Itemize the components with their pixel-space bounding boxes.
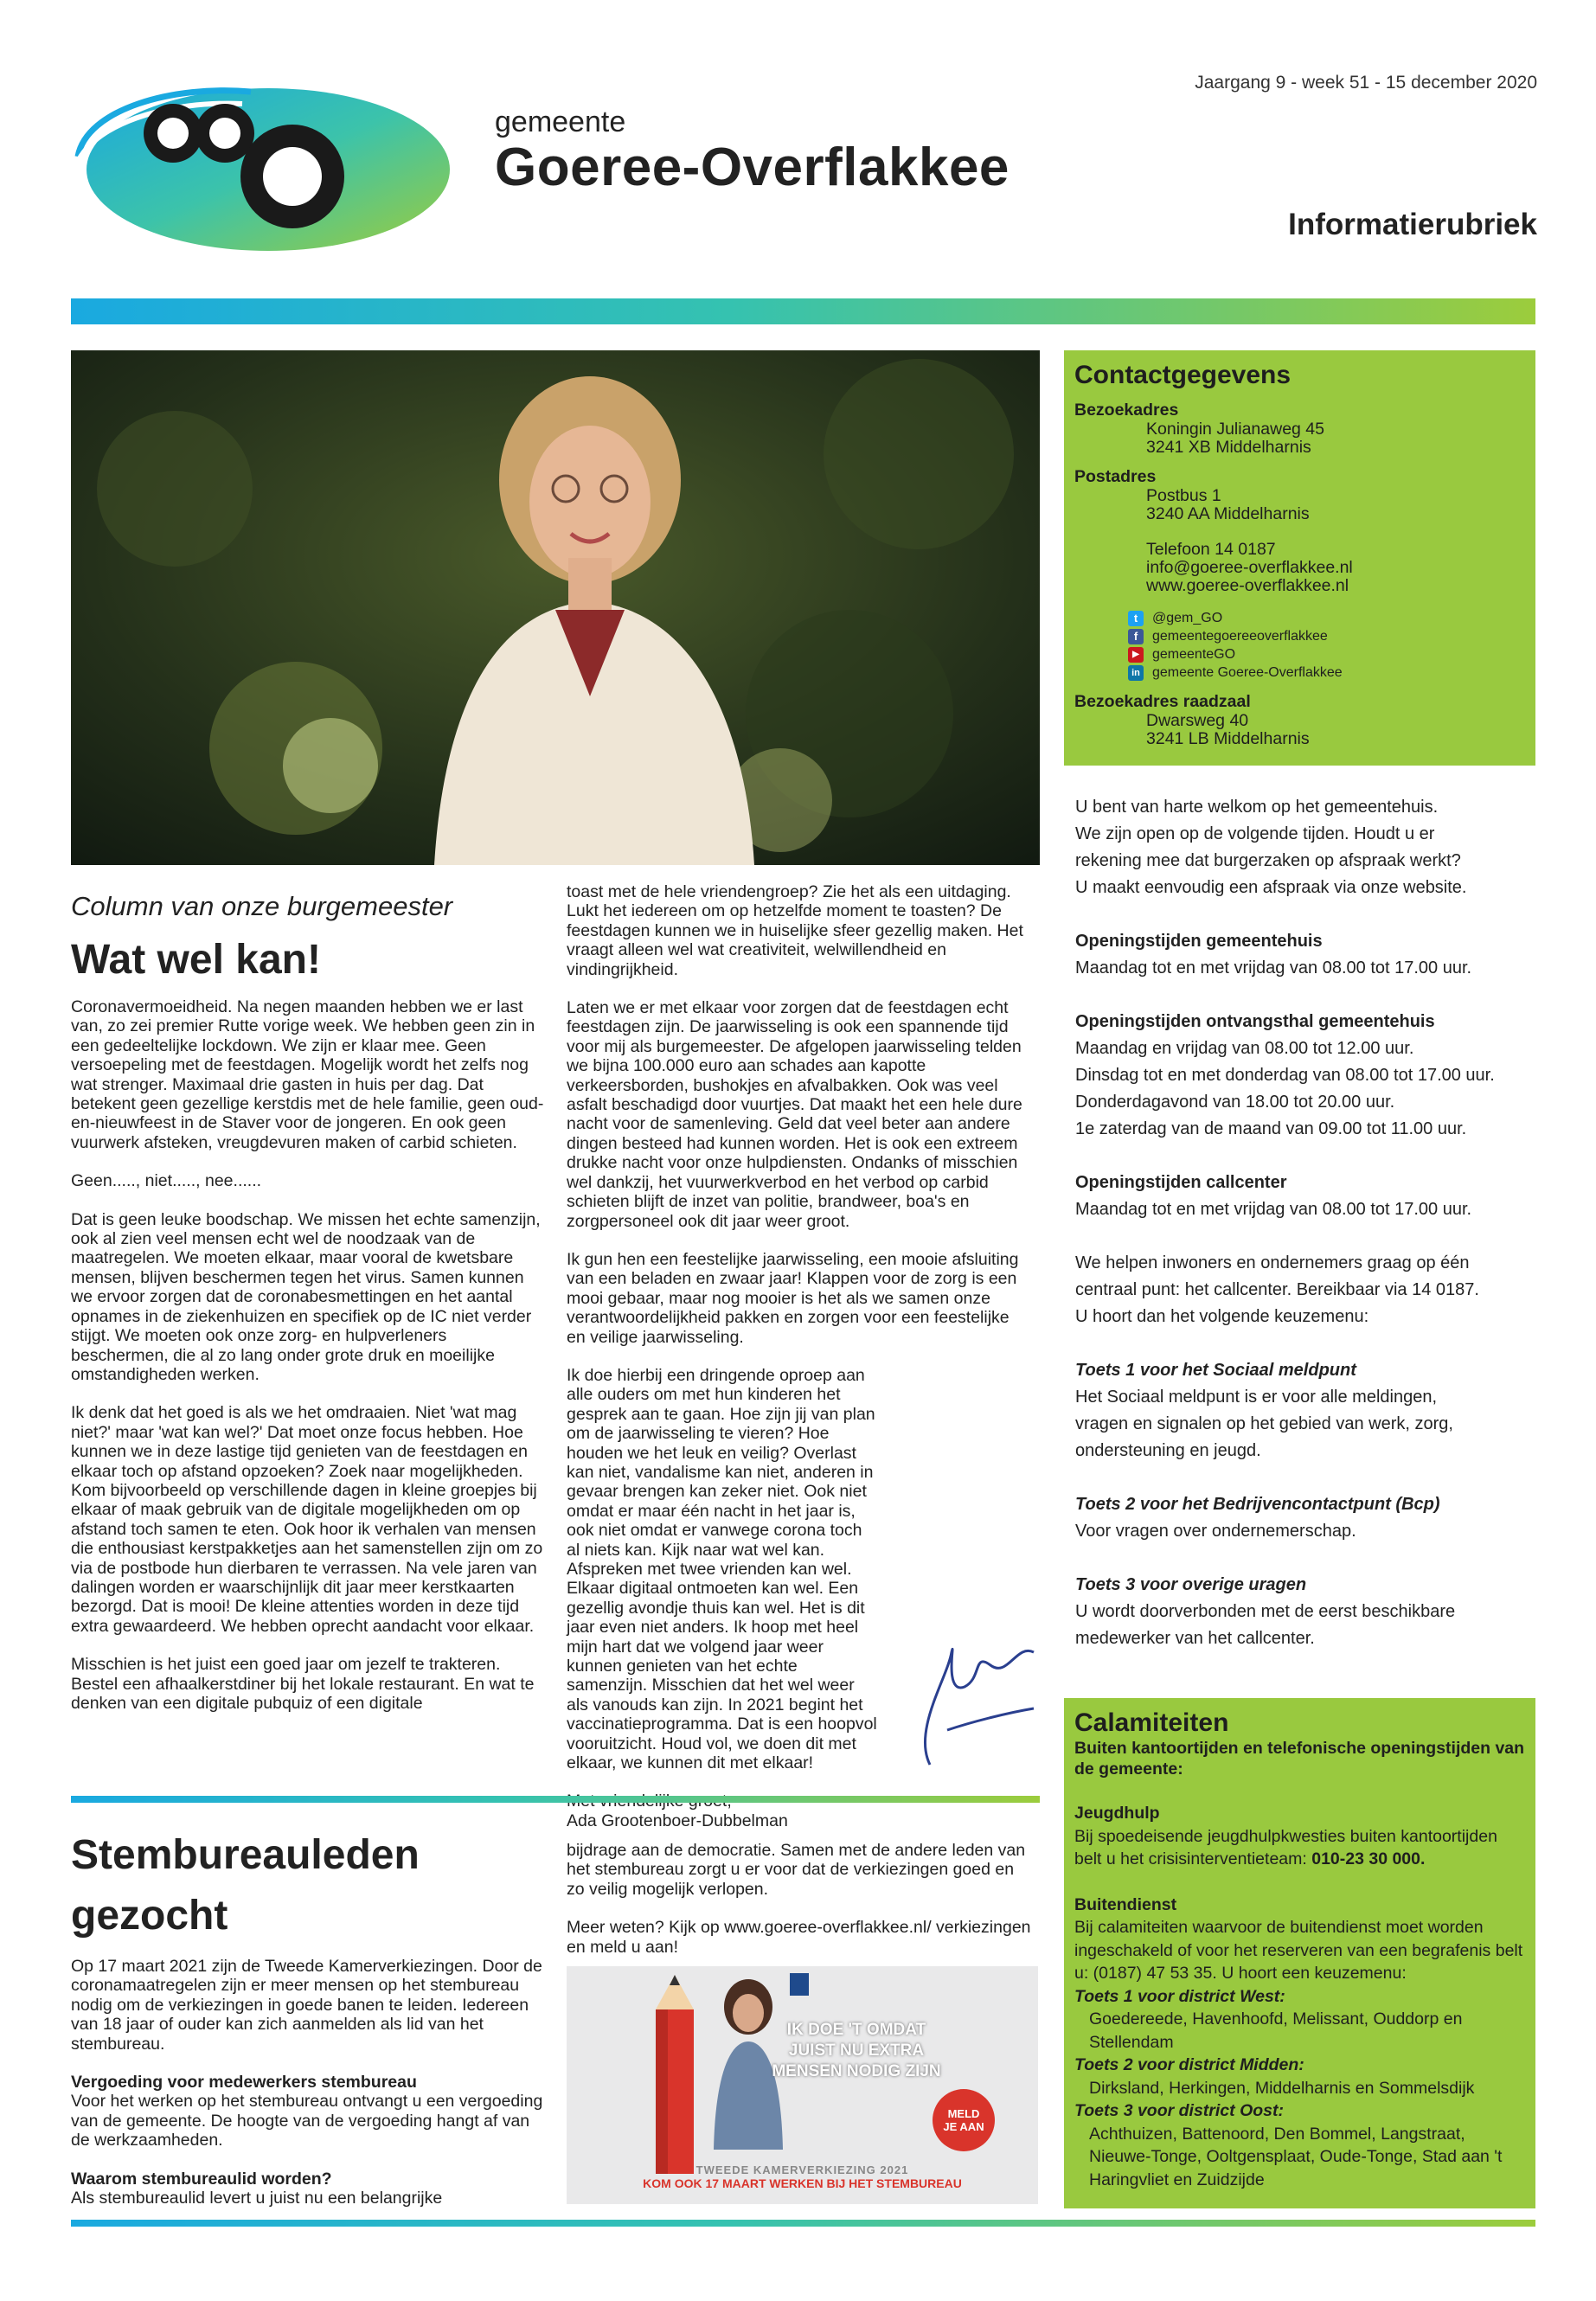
social-handle: gemeenteGO [1152,646,1236,662]
ad-headline [748,2020,965,2082]
social-row-twitter[interactable] [1074,609,1525,627]
postal-address-line: 3240 AA Middelharnis [1146,504,1310,523]
ad-headline-line: MENSEN NODIG ZIJN [772,2062,941,2080]
stembureau-intro: Op 17 maart 2021 zijn de Tweede Kamerverkiezingen. Door de coronamaatregelen zijn er meer mensen op het stembureau nodig om de verkiezingen in goede banen te leiden. Iedereen van 18 jaar of ouder kan zich aanmelden als lid van het stembureau. [71,1957,542,2054]
contact-title: Contactgegevens [1074,361,1292,389]
column-paragraph: Ik denk dat het goed is als we het omdraaien. Niet 'wat mag niet?' maar 'wat kan wel?' Dat moet onze focus hebben. Hoe kunnen we in deze lastige tijd genieten van de feestdagen en elkaar toch op afstand opzoeken? Zoek naar mogelijkheden. Kom bijvoorbeeld op verschillende dagen in kleine groepjes bij elkaar of maak gebruik van de digitale mogelijkheden om op afstand toch samen te eten. Ook hoor ik verhalen van mensen die enthousiast kerstpakketjes aan het samenstellen zijn om zo via de postbode hun dierbaren te verrassen. Na vele jaren van dalingen worden er waarschijnlijk dit jaar meer kerstkaarten bezorgd. Dat is mooi! De kleine attenties worden in deze tijd extra gewaardeerd. We hebben oprecht aandacht voor elkaar. [71,1403,543,1636]
stembureau-title-line2: gezocht [71,1893,228,1939]
district-heading: Toets 1 voor district West: [1074,1986,1285,2006]
ad-headline-line: JUIST NU EXTRA [788,2041,925,2060]
hours-heading: Openingstijden gemeentehuis [1075,932,1323,951]
welcome-line: U maakt eenvoudig een afspraak via onze website. [1075,878,1467,897]
column-paragraph: Dat is geen leuke boodschap. We missen het echte samenzijn, ook al zien veel mensen echt wel de noodzaak van de maatregelen. We moeten elkaar, maar vooral de kwetsbare mensen, blijven beschermen tegen het virus. Samen kunnen we ervoor zorgen dat de coronabesmettingen en het aantal opnames in de ziekenhuizen en specifiek op de IC niet verder stijgt. We moeten ook onze zorg- en hulpverleners beschermen, die al zo lang onder grote druk en moeilijke omstandigheden werken. [71,1209,541,1384]
menu-option-line: medewerker van het callcenter. [1075,1629,1315,1648]
social-row-facebook[interactable] [1074,627,1525,645]
hours-line: Donderdagavond van 18.00 tot 20.00 uur. [1075,1093,1395,1112]
section-divider [71,1796,1040,1803]
column-paragraph: Ik gun hen een feestelijke jaarwisseling, een mooie afsluiting van een beladen en zwaar jaar! Klappen voor de zorg is een mooi gebaar, maar nog mooier is het als we samen onze verantwoordelijkheid pakken en zorgen voor een feestelijke en veilige jaarwisseling. [567,1249,1019,1347]
menu-option-heading: Toets 2 voor het Bedrijvencontactpunt (Bcp) [1075,1495,1440,1514]
stembureau-text-right [567,1841,1034,1976]
stembureau-subheading: Vergoeding voor medewerkers stembureau [71,2073,417,2093]
youth-care-heading: Jeugdhulp [1074,1804,1160,1823]
hours-line: Maandag en vrijdag van 08.00 tot 12.00 uur. [1075,1039,1414,1058]
welcome-line: U bent van harte welkom op het gemeentehuis. [1075,798,1439,817]
hours-heading: Openingstijden callcenter [1075,1173,1287,1192]
youth-care-description: Bij spoedeisende jeugdhulpkwesties buiten kantoortijden belt u het crisisinterventieteam: [1074,1826,1497,1868]
header-band [71,298,1535,324]
emergency-box [1064,1698,1535,2208]
outdoor-service-text: Bij calamiteiten waarvoor de buitendienst moet worden ingeschakeld of voor het reserveren van een begrafenis belt u: (0187) 47 53 35. U hoort een keuzemenu: [1074,1918,1523,1983]
emergency-subtitle: Buiten kantoortijden en telefonische openingstijden van de gemeente: [1074,1739,1525,1779]
recruitment-ad [567,1966,1038,2204]
social-handle: @gem_GO [1152,610,1223,625]
linkedin-icon: in [1128,665,1144,681]
hours-line: 1e zaterdag van de maand van 09.00 tot 11.00 uur. [1075,1119,1467,1138]
stembureau-text-left [71,1957,547,2227]
phone-number: Telefoon 14 0187 [1146,540,1276,559]
ad-footer-line: KOM OOK 17 MAART WERKEN BIJ HET STEMBUREAU [643,2176,962,2190]
district-heading: Toets 3 voor district Oost: [1074,2101,1284,2120]
logo-text-small: gemeente [495,106,626,138]
facebook-icon: f [1128,629,1144,644]
council-address-label: Bezoekadres raadzaal [1074,692,1251,711]
website-link[interactable]: www.goeree-overflakkee.nl [1146,576,1349,595]
menu-option-line: vragen en signalen op het gebied van werk, zorg, [1075,1414,1453,1433]
stembureau-more-info: Meer weten? Kijk op www.goeree-overflakkee.nl/ verkiezingen en meld u aan! [567,1918,1031,1957]
ad-headline-line: IK DOE 'T OMDAT [786,2021,926,2039]
outdoor-service-heading: Buitendienst [1074,1894,1177,1914]
column-kicker: Column van onze burgemeester [71,891,453,921]
opening-hours-section [1075,794,1534,1652]
contact-box [1064,350,1535,766]
social-row-youtube[interactable] [1074,645,1525,663]
column-paragraph: toast met de hele vriendengroep? Zie het als een uitdaging. Lukt het iedereen om op hetzelfde moment te toasten? De feestdagen kunnen we in huiselijke sfeer gezellig maken. Het vraagt alleen wel wat creativiteit, welwillendheid en vindingrijkheid. [567,882,1023,979]
hours-line: Maandag tot en met vrijdag van 08.00 tot 17.00 uur. [1075,958,1472,977]
sign-up-badge[interactable] [933,2089,995,2151]
youth-care-text [1074,1825,1525,1871]
hours-line: Maandag tot en met vrijdag van 08.00 tot 17.00 uur. [1075,1200,1472,1219]
menu-option-line: U wordt doorverbonden met de eerst beschikbare [1075,1602,1456,1621]
council-address-line: 3241 LB Middelharnis [1146,729,1310,748]
stembureau-paragraph: Voor het werken op het stembureau ontvangt u een vergoeding van de gemeente. De hoogte van de vergoeding hangt af van de werkzaamheden. [71,2092,543,2150]
stembureau-paragraph: Als stembureaulid levert u juist nu een belangrijke [71,2189,443,2208]
column-paragraph: Laten we er met elkaar voor zorgen dat de feestdagen echt feestdagen zijn. De jaarwisseling is ook een spannende tijd voor mij als burgemeester. De afgelopen jaarwisseling telden we bijna 100.000 euro aan schades aan kapotte verkeersborden, bushokjes en afvalbakken. Ook was veel asfalt beschadigd door vuurtjes. Dat maakt het een hele dure nacht voor de samenleving. Geld dat veel beter aan andere dingen besteed had kunnen worden. Het is ook een extreem drukke nacht voor onze hulpdiensten. Ondanks of misschien wel dankzij, het vuurwerkverbod en het verbod op carbid schieten blijft de inzet van politie, brandweer, boa's en zorgpersoneel ook dit jaar weer groot. [567,998,1022,1231]
issue-info: Jaargang 9 - week 51 - 15 december 2020 [1195,73,1537,93]
stembureau-title [71,1825,420,1946]
column-text-left [71,997,547,1732]
stembureau-paragraph: bijdrage aan de democratie. Samen met de andere leden van het stembureau zorgt u er voor dat de verkiezingen goed en zo veilig mogelijk verlopen. [567,1841,1026,1899]
visit-address-line: Koningin Julianaweg 45 [1146,420,1324,439]
postal-address-line: Postbus 1 [1146,486,1221,505]
signature-name: Ada Grootenboer-Dubbelman [567,1811,788,1830]
help-line: We helpen inwoners en ondernemers graag op één [1075,1253,1470,1272]
visit-address-label: Bezoekadres [1074,401,1179,420]
crisis-phone: 010-23 30 000. [1311,1849,1426,1868]
signature-graphic [895,1626,1042,1773]
badge-text: MELD [947,2107,980,2120]
district-heading: Toets 2 voor district Midden: [1074,2055,1304,2074]
stembureau-title-line1: Stembureauleden [71,1832,420,1878]
visit-address-line: 3241 XB Middelharnis [1146,438,1311,457]
email-link[interactable]: info@goeree-overflakkee.nl [1146,558,1353,577]
hours-line: Dinsdag tot en met donderdag van 08.00 tot 17.00 uur. [1075,1066,1495,1085]
column-title: Wat wel kan! [71,937,321,983]
column-paragraph: Coronavermoeidheid. Na negen maanden hebben we er last van, zo zei premier Rutte vorige week. We hebben geen zin in een gedeeltelijke lockdown. We zijn er klaar mee. Geen versoepeling met de feestdagen. Mogelijk wordt het zelfs nog wat strenger. Maximaal drie gasten in huis per dag. Dat betekent geen gezellige kerstdis met de hele familie, geen oud-en-nieuwfeest in de Staver voor de jongeren. En ook geen vuurwerk afsteken, vreugdevuren maken of carbid schieten. [71,997,544,1152]
ad-footer [584,2163,1021,2190]
welcome-line: We zijn open op de volgende tijden. Houdt u er [1075,824,1435,843]
social-handle: gemeente Goeree-Overflakkee [1152,664,1343,680]
emergency-title: Calamiteiten [1074,1708,1229,1737]
hours-heading: Openingstijden ontvangsthal gemeentehuis [1075,1012,1435,1031]
footer-divider [71,2220,1535,2227]
municipality-logo [69,74,450,256]
menu-option-line: Voor vragen over ondernemerschap. [1075,1522,1356,1541]
menu-option-line: ondersteuning en jeugd. [1075,1441,1261,1460]
menu-option-heading: Toets 1 voor het Sociaal meldpunt [1075,1361,1356,1380]
social-handle: gemeentegoereeoverflakkee [1152,628,1328,644]
column-paragraph: Geen....., niet....., nee...... [71,1171,262,1191]
twitter-icon: t [1128,611,1144,626]
logo-text-big: Goeree-Overflakkee [495,138,1010,197]
menu-option-heading: Toets 3 voor overige uragen [1075,1575,1307,1594]
stembureau-subheading: Waarom stembureaulid worden? [71,2169,332,2189]
postal-address-label: Postadres [1074,467,1157,486]
ad-footer-line: TWEEDE KAMERVERKIEZING 2021 [695,2163,909,2176]
column-paragraph: Ik doe hierbij een dringende oproep aan alle ouders om met hun kinderen het gesprek aan te gaan. Hoe zijn jij van plan om de jaarwisseling te vieren? Hoe houden we het leuk en veilig? Overlast kan niet, vandalisme kan niet, anderen in gevaar brengen kan zeker niet. Ook niet omdat er maar één nacht in het jaar is, ook niet omdat er vanwege corona toch al niets kan. Kijk naar wat wel kan. Afspreken met twee vrienden kan wel. Elkaar digitaal ontmoeten kan wel. Een gezellig avondje thuis kan wel. Het is dit jaar even niet anders. Ik hoop met heel mijn hart dat we volgend jaar weer kunnen genieten van het echte samenzijn. Misschien dat het wel weer als vanouds kan zijn. In 2021 begint het vaccinatieprogramma. Dat is een hoopvol vooruitzicht. Houd vol, we doen dit met elkaar, we kunnen dit met elkaar! [567,1365,877,1773]
welcome-line: rekening mee dat burgerzaken op afspraak werkt? [1075,851,1461,870]
badge-text: JE AAN [943,2120,984,2133]
council-address-line: Dwarsweg 40 [1146,711,1249,730]
youtube-icon: ▶ [1128,647,1144,663]
column-paragraph: Misschien is het juist een goed jaar om jezelf te trakteren. Bestel een afhaalkerstdiner bij het lokale restaurant. En wat te denken van een digitale pubquiz of een digitale [71,1655,535,1713]
district-places: Goedereede, Havenhoofd, Melissant, Ouddorp en Stellendam [1089,2009,1463,2052]
help-line: centraal punt: het callcenter. Bereikbaar via 14 0187. [1075,1280,1479,1299]
mayor-photo [71,350,1040,865]
menu-option-line: Het Sociaal meldpunt is er voor alle meldingen, [1075,1388,1437,1407]
rubric-title: Informatierubriek [1288,208,1537,241]
pencil-graphic [649,1975,701,2174]
social-row-linkedin[interactable] [1074,663,1525,682]
help-line: U hoort dan het volgende keuzemenu: [1075,1307,1369,1326]
district-places: Achthuizen, Battenoord, Den Bommel, Langstraat, Nieuwe-Tonge, Ooltgensplaat, Oude-Tonge, Stad aan 't Haringvliet en Zuidzijde [1089,2124,1503,2189]
social-list [1074,609,1525,682]
district-places: Dirksland, Herkingen, Middelharnis en Sommelsdijk [1089,2078,1475,2098]
